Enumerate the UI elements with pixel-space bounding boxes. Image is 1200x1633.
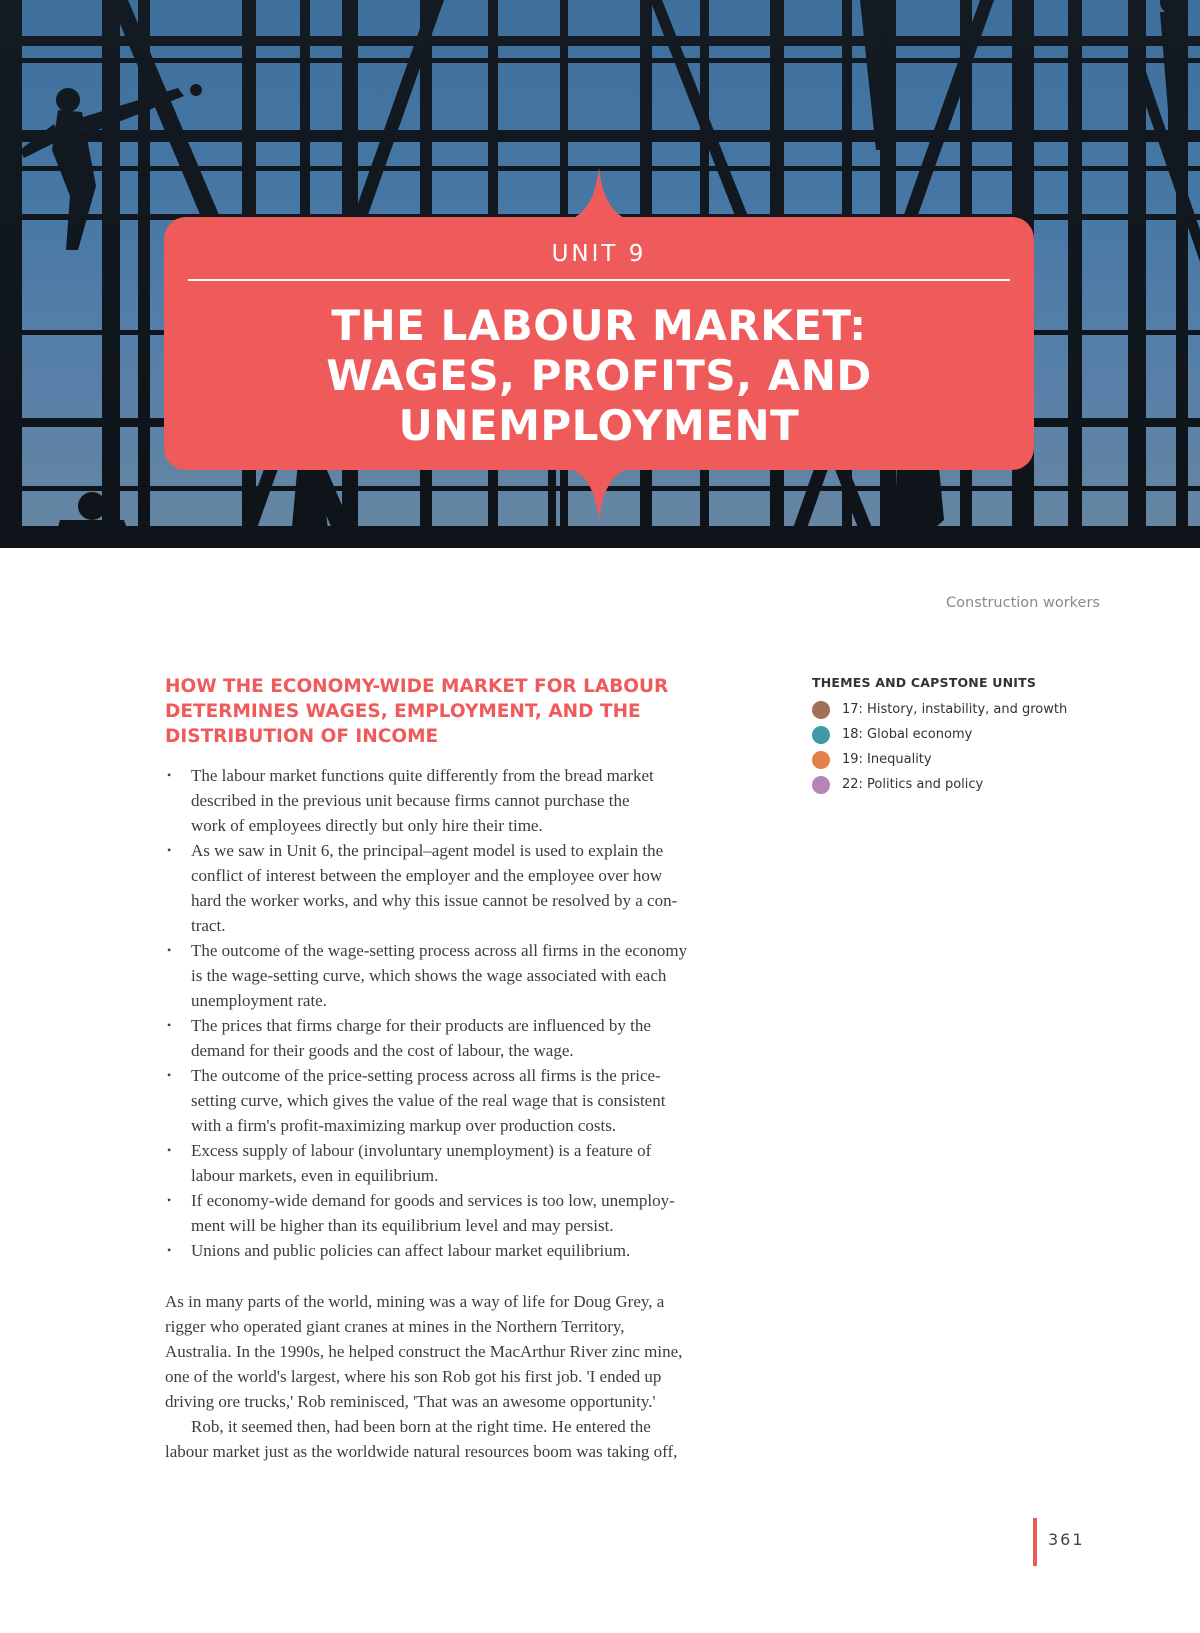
summary-bullet: [165, 1238, 785, 1263]
summary-bullet: [165, 1138, 785, 1188]
page-number: 361: [1048, 1530, 1085, 1549]
bullet-line: is the wage-setting curve, which shows the wage associated with each: [191, 966, 667, 985]
unit-title-line: THE LABOUR MARKET:: [331, 301, 867, 350]
summary-bullet-list: [165, 763, 785, 1263]
intro-paragraph: [165, 1289, 785, 1414]
bullet-marker: •: [167, 1243, 172, 1257]
section-heading: [165, 674, 785, 749]
intro-line: Australia. In the 1990s, he helped construct the MacArthur River zinc mine,: [165, 1342, 683, 1361]
bullet-line: The labour market functions quite differently from the bread market: [191, 766, 654, 785]
unit-title-line: WAGES, PROFITS, AND: [326, 351, 872, 400]
summary-bullet: [165, 763, 785, 838]
intro-text: [165, 1289, 785, 1464]
bullet-line: demand for their goods and the cost of labour, the wage.: [191, 1041, 574, 1060]
bullet-marker: •: [167, 1068, 172, 1082]
section-heading-line: DETERMINES WAGES, EMPLOYMENT, AND THE: [165, 701, 641, 722]
theme-label: 19: Inequality: [842, 752, 932, 767]
sidebar-title: THEMES AND CAPSTONE UNITS: [812, 675, 1037, 690]
bullet-line: hard the worker works, and why this issue cannot be resolved by a con-: [191, 891, 678, 910]
intro-line: driving ore trucks,' Rob reminisced, 'That was an awesome opportunity.': [165, 1392, 656, 1411]
intro-paragraph: [165, 1414, 785, 1464]
bullet-line: The outcome of the price-setting process across all firms is the price-: [191, 1066, 661, 1085]
section-heading-line: HOW THE ECONOMY-WIDE MARKET FOR LABOUR: [165, 676, 669, 697]
unit-title-line: UNEMPLOYMENT: [398, 401, 800, 450]
bullet-line: setting curve, which gives the value of the real wage that is consistent: [191, 1091, 666, 1110]
theme-item-history[interactable]: [812, 697, 1092, 722]
bullet-line: with a firm's profit-maximizing markup over production costs.: [191, 1116, 617, 1135]
unit-label: UNIT 9: [551, 241, 647, 267]
bullet-marker: •: [167, 943, 172, 957]
bullet-marker: •: [167, 1018, 172, 1032]
bullet-line: The outcome of the wage-setting process across all firms in the economy: [191, 941, 688, 960]
bullet-line: Excess supply of labour (involuntary unemployment) is a feature of: [191, 1141, 652, 1160]
themes-sidebar: [812, 675, 1092, 797]
theme-item-politics[interactable]: [812, 772, 1092, 797]
bullet-line: described in the previous unit because firms cannot purchase the: [191, 791, 630, 810]
bullet-line: As we saw in Unit 6, the principal–agent model is used to explain the: [191, 841, 664, 860]
intro-line: one of the world's largest, where his son Rob got his first job. 'I ended up: [165, 1367, 662, 1386]
section-heading-line: DISTRIBUTION OF INCOME: [165, 726, 439, 747]
intro-line: As in many parts of the world, mining was a way of life for Doug Grey, a: [165, 1292, 665, 1311]
bullet-marker: •: [167, 1193, 172, 1207]
bullet-line: The prices that firms charge for their products are influenced by the: [191, 1016, 651, 1035]
theme-label: 17: History, instability, and growth: [842, 702, 1068, 717]
summary-bullet: [165, 1063, 785, 1138]
banner-peak-top: [560, 168, 638, 222]
bullet-line: labour markets, even in equilibrium.: [191, 1166, 439, 1185]
summary-bullet: [165, 1188, 785, 1238]
theme-item-inequality[interactable]: [812, 747, 1092, 772]
bullet-line: unemployment rate.: [191, 991, 327, 1010]
page-number-marker: [1033, 1518, 1037, 1566]
theme-label: 22: Politics and policy: [842, 777, 984, 792]
bullet-line: tract.: [191, 916, 226, 935]
bullet-line: ment will be higher than its equilibrium level and may persist.: [191, 1216, 614, 1235]
unit-title-banner: [164, 217, 1034, 470]
bullet-line: work of employees directly but only hire their time.: [191, 816, 543, 835]
theme-item-global-economy[interactable]: [812, 722, 1092, 747]
theme-dot-icon: [812, 751, 830, 769]
bullet-line: Unions and public policies can affect labour market equilibrium.: [191, 1241, 631, 1260]
intro-line: rigger who operated giant cranes at mines in the Northern Territory,: [165, 1317, 625, 1336]
intro-line: Rob, it seemed then, had been born at the right time. He entered the: [191, 1417, 651, 1436]
banner-divider: [188, 279, 1010, 281]
unit-title: [164, 301, 1034, 451]
photo-caption: Construction workers: [946, 595, 1100, 611]
bullet-marker: •: [167, 1143, 172, 1157]
bullet-line: If economy-wide demand for goods and services is too low, unemploy-: [191, 1191, 675, 1210]
bullet-marker: •: [167, 843, 172, 857]
summary-bullet: [165, 838, 785, 938]
bullet-marker: •: [167, 768, 172, 782]
theme-dot-icon: [812, 701, 830, 719]
bullet-line: conflict of interest between the employer and the employee over how: [191, 866, 663, 885]
banner-peak-bottom: [560, 466, 638, 520]
summary-bullet: [165, 1013, 785, 1063]
main-column: [165, 674, 785, 1464]
theme-label: 18: Global economy: [842, 727, 973, 742]
intro-line: labour market just as the worldwide natural resources boom was taking off,: [165, 1442, 678, 1461]
theme-dot-icon: [812, 726, 830, 744]
theme-dot-icon: [812, 776, 830, 794]
summary-bullet: [165, 938, 785, 1013]
